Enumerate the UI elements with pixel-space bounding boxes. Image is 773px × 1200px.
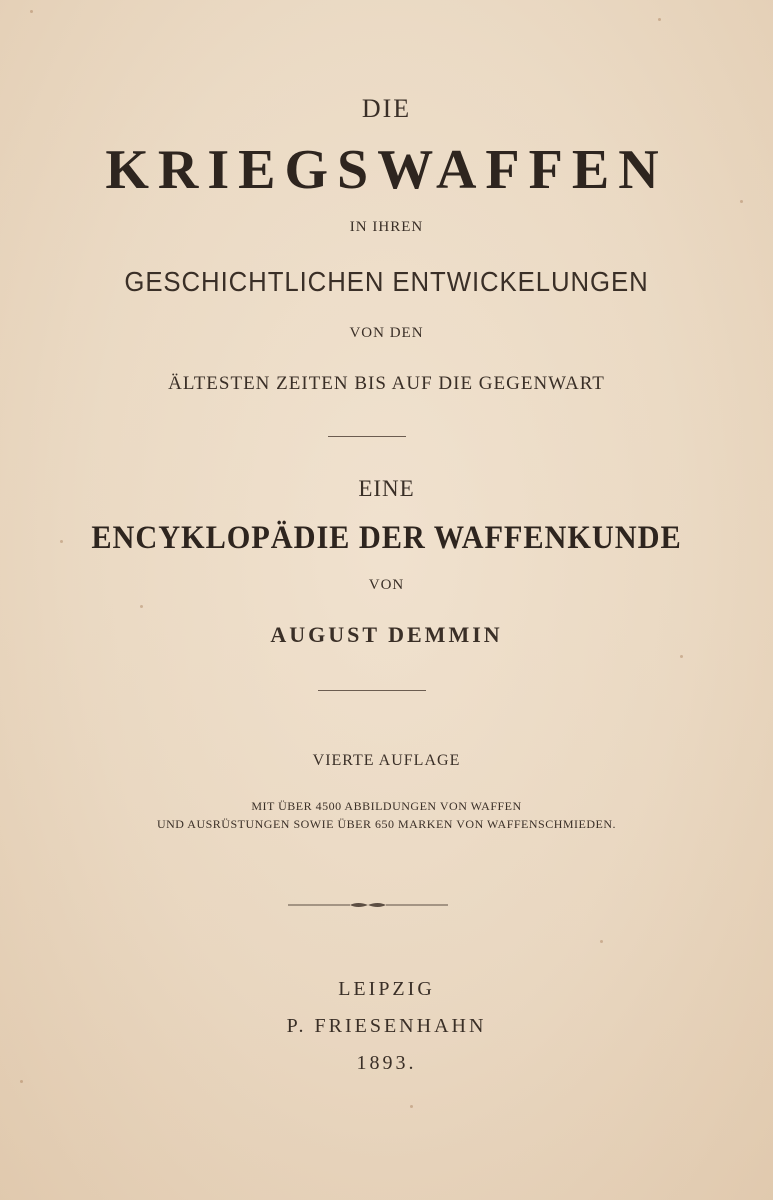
paper-foxing-spot bbox=[658, 18, 661, 21]
illustrations-line-2: UND AUSRÜSTUNGEN SOWIE ÜBER 650 MARKEN VON WAFFENSCHMIEDEN. bbox=[156, 817, 617, 831]
publication-city: LEIPZIG bbox=[338, 978, 435, 1000]
title-connector-von-den: VON DEN bbox=[349, 325, 424, 341]
publisher-name: P. FRIESENHAHN bbox=[286, 1015, 487, 1037]
book-title: KRIEGSWAFFEN bbox=[105, 139, 668, 201]
illustrations-line-1: MIT ÜBER 4500 ABBILDUNGEN VON WAFFEN bbox=[251, 799, 522, 813]
edition-line: VIERTE AUFLAGE bbox=[312, 752, 461, 769]
title-article: DIE bbox=[361, 94, 412, 123]
book-subtitle: GESCHICHTLICHEN ENTWICKELUNGEN bbox=[124, 266, 649, 297]
divider-rule bbox=[328, 436, 406, 437]
ornamental-divider-icon bbox=[288, 898, 448, 912]
encyclopedia-title: ENCYKLOPÄDIE DER WAFFENKUNDE bbox=[91, 520, 682, 556]
time-period-line: ÄLTESTEN ZEITEN BIS AUF DIE GEGENWART bbox=[168, 373, 605, 394]
divider-rule bbox=[318, 690, 426, 691]
author-name: AUGUST DEMMIN bbox=[270, 622, 503, 647]
paper-foxing-spot bbox=[140, 605, 143, 608]
von-line: VON bbox=[368, 577, 405, 593]
paper-foxing-spot bbox=[740, 200, 743, 203]
paper-foxing-spot bbox=[30, 10, 33, 13]
paper-foxing-spot bbox=[680, 655, 683, 658]
eine-line: EINE bbox=[358, 476, 415, 501]
paper-foxing-spot bbox=[600, 940, 603, 943]
paper-foxing-spot bbox=[410, 1105, 413, 1108]
paper-foxing-spot bbox=[20, 1080, 23, 1083]
publication-year: 1893. bbox=[356, 1052, 417, 1074]
paper-foxing-spot bbox=[60, 540, 63, 543]
title-connector-in-ihren: IN IHREN bbox=[349, 219, 424, 235]
